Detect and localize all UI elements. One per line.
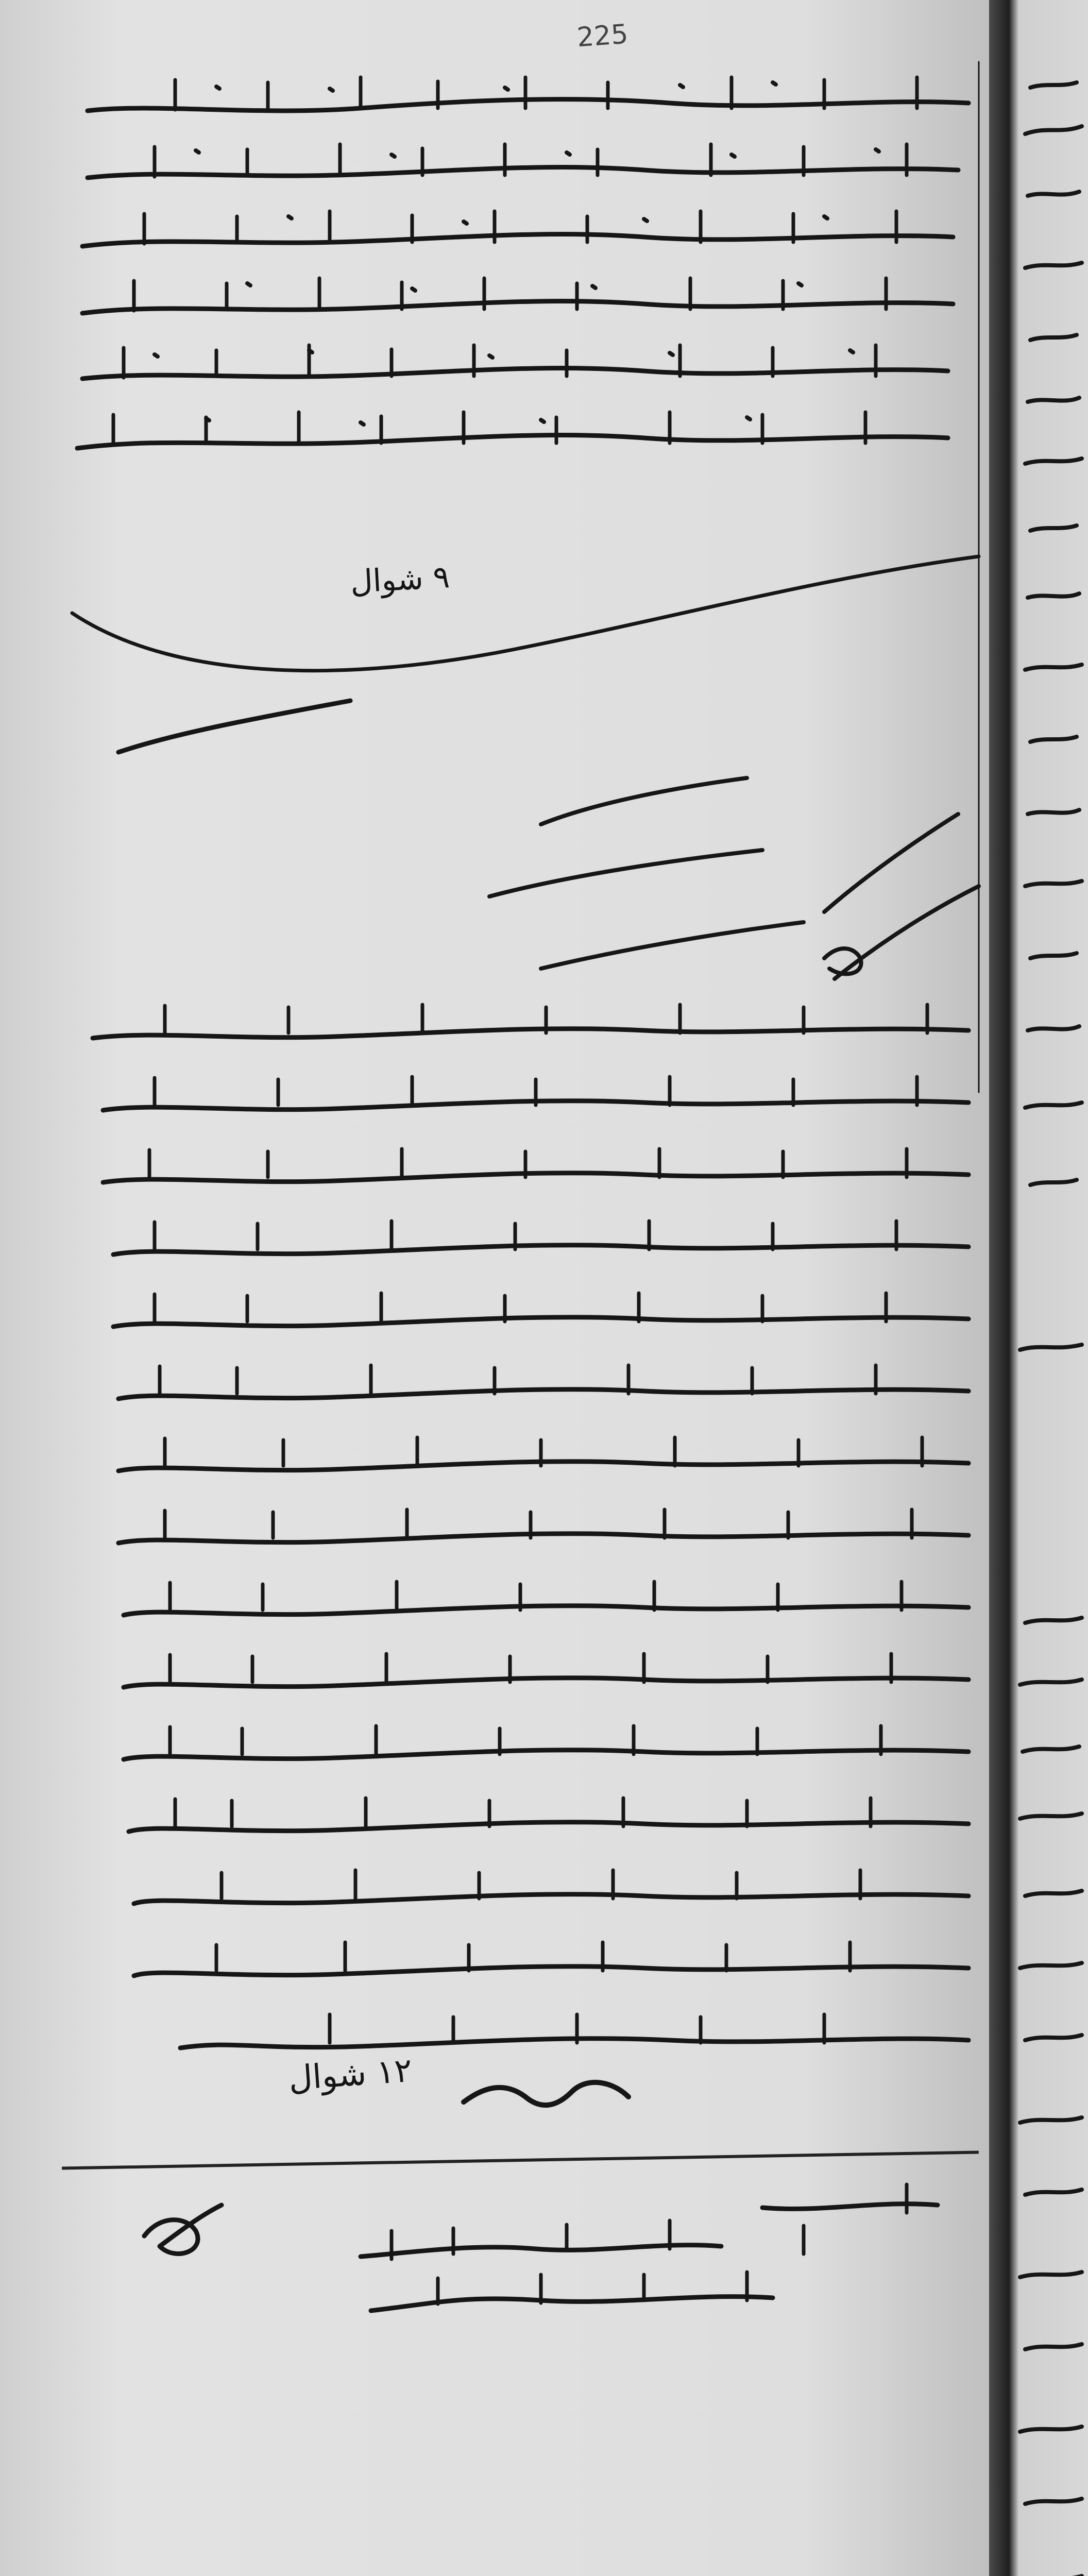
entry-2-date-mark: ١٢ شوال	[287, 2051, 414, 2098]
entry-2-text	[0, 979, 1005, 2164]
entry-3-text	[0, 2164, 1005, 2421]
folio-number: 225	[576, 19, 630, 54]
entry-1-text	[0, 0, 1005, 567]
entry-1-date-mark: ٩ شوال	[349, 559, 451, 600]
entry-2-heading	[0, 670, 1005, 1030]
margin-notes	[989, 0, 1088, 2576]
adjacent-page-margin	[989, 0, 1088, 2576]
